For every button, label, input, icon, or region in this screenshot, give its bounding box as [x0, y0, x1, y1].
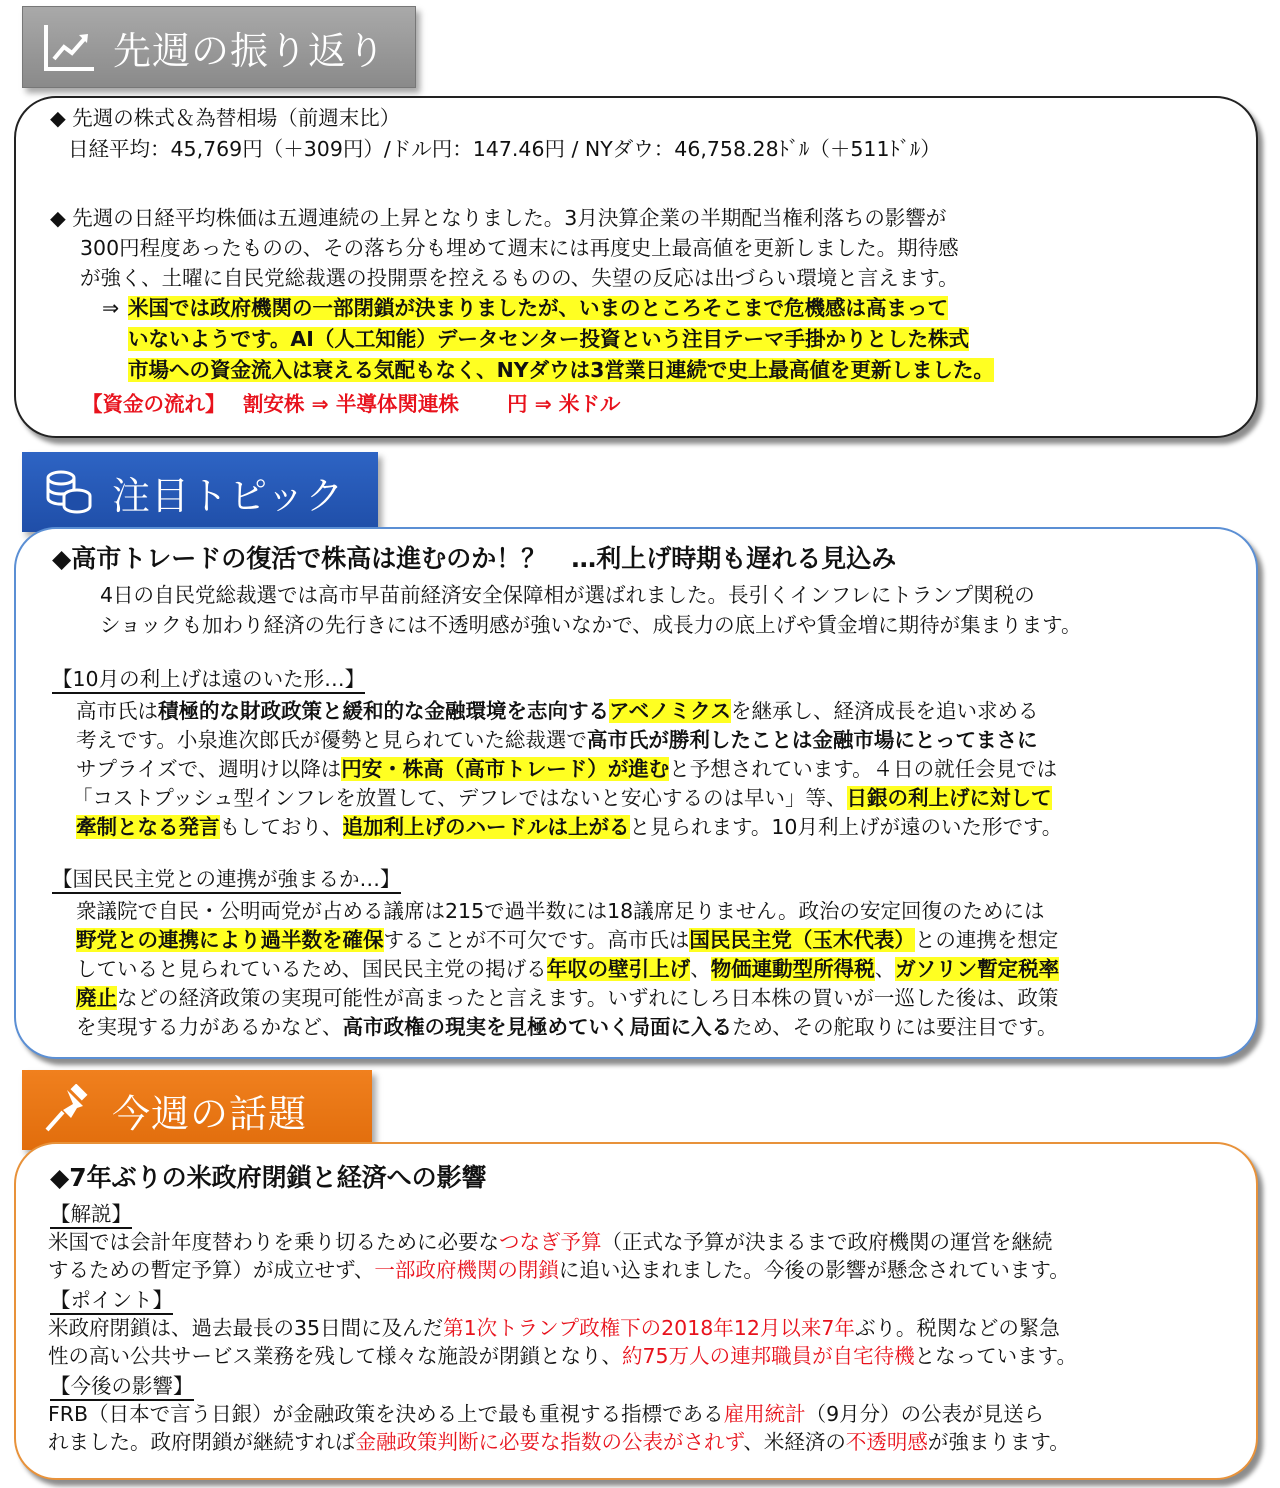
text-span: 積極的な財政政策と緩和的な金融環境を志向する: [158, 699, 609, 723]
text-span: FRB（日本で言う日銀）が金融政策を決める上で最も重視する指標である: [48, 1402, 724, 1426]
topic-line: [76, 697, 1038, 725]
text-span: アベノミクス: [609, 699, 731, 723]
text-span: 高市政権の現実を見極めていく局面に入る: [342, 1015, 732, 1039]
topic-line: [76, 926, 1058, 954]
review-para-2: 300円程度あったものの、その落ち分も埋めて週末には再度史上最高値を更新しました。期待感: [80, 236, 959, 260]
text-span: ぶり。税関などの緊急: [854, 1316, 1060, 1340]
text-span: 不透明感: [845, 1430, 928, 1454]
subheading: 【10月の利上げは遠のいた形…】: [52, 667, 365, 694]
text-span: 日銀の利上げに対して: [846, 786, 1052, 810]
text-span: 雇用統計: [723, 1402, 806, 1426]
text-span: 米国では会計年度替わりを乗り切るために必要な: [48, 1230, 499, 1254]
money-flow: 【資金の流れ】 割安株 ⇒ 半導体関連株 円 ⇒ 米ドル: [82, 392, 621, 416]
week-line: [48, 1256, 1070, 1284]
text-span: となっています。: [914, 1344, 1077, 1368]
text-span: などの経済政策の実現可能性が高まったと言えます。いずれにしろ日本株の買いが一巡した後は、政策: [117, 986, 1059, 1010]
week-heading: ◆7年ぶりの米政府閉鎖と経済への影響: [50, 1163, 487, 1192]
subheading: 【ポイント】: [50, 1288, 173, 1315]
text-span: が強まります。: [927, 1430, 1070, 1454]
text-span: 高市氏が勝利したことは金融市場にとってまさに: [586, 728, 1038, 752]
text-span: 第1次トランプ政権下の2018年12月以来7年: [443, 1316, 855, 1340]
section-title: 今週の話題: [112, 1091, 308, 1136]
text-span: （正式な予算が決まるまで政府機関の運営を継続: [601, 1230, 1053, 1254]
text-span: 「コストプッシュ型インフレを放置して、デフレではないと安心するのは早い」等、: [72, 786, 847, 810]
section-title: 注目トピック: [112, 473, 345, 518]
text-span: 金融政策判断に必要な指数の公表がされず: [355, 1430, 744, 1454]
text-span: を継承し、経済成長を追い求める: [730, 699, 1039, 723]
text-span: もしており、: [219, 815, 343, 839]
section-tab-topic: [22, 452, 378, 532]
highlight-text: 市場への資金流入は衰える気配もなく、NYダウは3営業日連続で史上最高値を更新しました。: [128, 358, 994, 382]
text-span: を実現する力があるかなど、: [76, 1015, 343, 1039]
section-title: 先週の振り返り: [113, 28, 387, 73]
text-span: するための暫定予算）が成立せず、: [48, 1258, 375, 1282]
topic-intro-1: 4日の自民党総裁選では高市早苗前経済安全保障相が選ばれました。長引くインフレにトランプ関税の: [100, 583, 1035, 607]
text-span: サプライズで、週明け以降は: [76, 757, 342, 781]
review-para-1: ◆ 先週の日経平均株価は五週連続の上昇となりました。3月決算企業の半期配当権利落ちの影響が: [50, 206, 947, 230]
text-span: 高市氏は: [76, 699, 158, 723]
text-span: していると見られているため、国民民主党の掲げる: [76, 957, 547, 981]
market-values: 日経平均：45,769円（＋309円）/ドル円：147.46円 / NYダウ：46,758.28ﾄﾞﾙ（＋511ﾄﾞﾙ）: [68, 137, 941, 161]
text-span: 年収の壁引上げ: [546, 957, 691, 981]
week-line: [48, 1228, 1053, 1256]
text-span: ガソリン暫定税率: [895, 957, 1060, 981]
text-span: 一部政府機関の閉鎖: [374, 1258, 559, 1282]
arrow-mark: ⇒: [102, 296, 120, 320]
text-span: 廃止: [76, 986, 117, 1010]
topic-line: [76, 955, 1059, 983]
section-tab-review: [22, 6, 416, 88]
text-span: 円安・株高（高市トレード）が進む: [341, 757, 670, 781]
text-span: 考えです。小泉進次郎氏が優勢と見られていた総裁選で: [76, 728, 587, 752]
week-line: [48, 1428, 1070, 1456]
topic-line: [76, 984, 1058, 1012]
highlight-text: いないようです。AI（人工知能）データセンター投資という注目テーマ手掛かりとした株式: [128, 327, 970, 351]
text-span: 、米経済の: [743, 1430, 846, 1454]
text-span: との連携を想定: [914, 928, 1059, 952]
review-box: [14, 96, 1258, 438]
text-span: れました。政府閉鎖が継続すれば: [48, 1430, 356, 1454]
highlight-text: 米国では政府機関の一部閉鎖が決まりましたが、いまのところそこまで危機感は高まって: [128, 296, 948, 320]
text-span: 牽制となる発言: [76, 815, 220, 839]
text-span: 野党との連携により過半数を確保: [76, 928, 384, 952]
coins-icon: [34, 462, 104, 522]
subheading: 【国民民主党との連携が強まるか…】: [52, 867, 401, 894]
line-chart-icon: [35, 17, 105, 77]
pushpin-icon: [34, 1080, 104, 1140]
topic-line: [76, 1013, 1058, 1041]
text-span: 約75万人の連邦職員が自宅待機: [622, 1344, 915, 1368]
market-heading: ◆ 先週の株式＆為替相場（前週末比）: [50, 106, 401, 130]
text-span: に追い込まれました。今後の影響が懸念されています。: [558, 1258, 1070, 1282]
topic-line: [76, 755, 1057, 783]
subheading: 【今後の影響】: [50, 1374, 194, 1401]
text-span: つなぎ予算: [499, 1230, 602, 1254]
text-span: することが不可欠です。高市氏は: [383, 928, 690, 952]
topic-line: [72, 784, 1052, 812]
topic-line: 衆議院で自民・公明両党が占める議席は215で過半数には18議席足りません。政治の安定回復のためには: [76, 899, 1045, 923]
topic-heading: ◆高市トレードの復活で株高は進むのか！？ …利上げ時期も遅れる見込み: [52, 544, 897, 573]
topic-intro-2: ショックも加わり経済の先行きには不透明感が強いなかで、成長力の底上げや賃金増に期待が集まります。: [100, 613, 1082, 637]
topic-line: [76, 726, 1037, 754]
text-span: と予想されています。４日の就任会見では: [669, 757, 1058, 781]
text-span: 追加利上げのハードルは上がる: [342, 815, 630, 839]
text-span: 、: [690, 957, 711, 981]
section-tab-week: [22, 1070, 372, 1150]
text-span: ため、その舵取りには要注目です。: [732, 1015, 1058, 1039]
text-span: 米政府閉鎖は、過去最長の35日間に及んだ: [48, 1316, 444, 1340]
topic-box: [14, 527, 1258, 1059]
week-box: [14, 1142, 1258, 1480]
text-span: 性の高い公共サービス業務を残して様々な施設が閉鎖となり、: [48, 1344, 622, 1368]
text-span: 物価連動型所得税: [710, 957, 875, 981]
text-span: 国民民主党（玉木代表）: [689, 928, 915, 952]
week-line: [48, 1314, 1060, 1342]
review-para-3: が強く、土曜に自民党総裁選の投開票を控えるものの、失望の反応は出づらい環境と言えます。: [80, 266, 959, 290]
text-span: と見られます。10月利上げが遠のいた形です。: [629, 815, 1063, 839]
week-line: [48, 1400, 1044, 1428]
text-span: 、: [874, 957, 896, 981]
topic-line: [76, 813, 1062, 841]
subheading: 【解説】: [50, 1202, 132, 1229]
week-line: [48, 1342, 1077, 1370]
text-span: （9月分）の公表が見送ら: [805, 1402, 1045, 1426]
